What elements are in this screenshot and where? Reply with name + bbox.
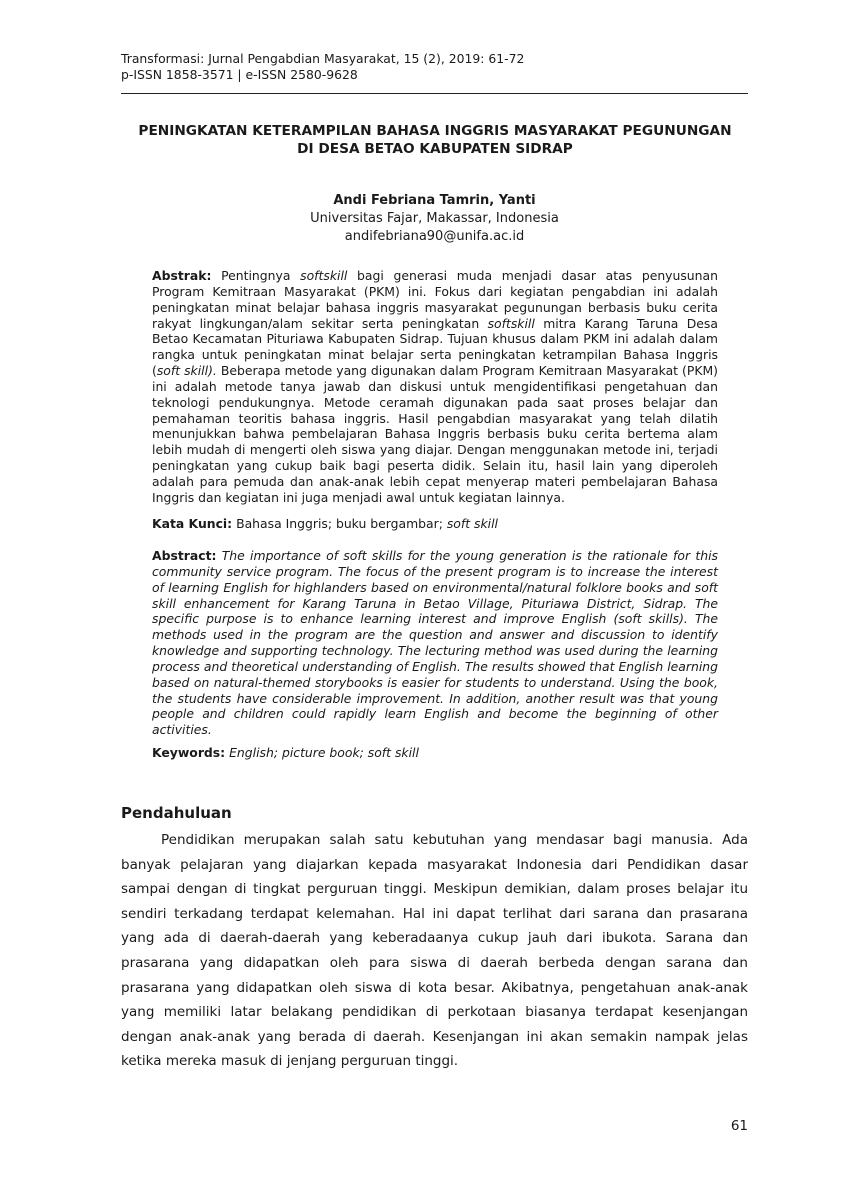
- header-divider: [121, 93, 748, 94]
- kata-kunci: [152, 516, 718, 532]
- paper-title: [100, 122, 770, 158]
- keywords-label: Keywords:: [152, 745, 226, 760]
- abstrak-text-4: Beberapa metode yang digunakan dalam Program Kemitraan Masyarakat (PKM) ini adalah metode tanya jawab dan diskusi untuk mengidentifikasi pengetahuan dan teknologi pendukungnya. Metode ceramah digunakan pada saat proses belajar dan pemahaman teoritis bahasa inggris. Hasil pengabdian masyarakat yang telah dilatih menunjukkan bahwa pembelajaran Bahasa Inggris berbasis buku cerita bertema alam lebih mudah di mengerti oleh siswa yang diajar. Dengan menggunakan metode ini, terjadi peningkatan yang cukup baik bagi peserta didik. Selain itu, hasil lain yang diperoleh adalah para pemuda dan anak-anak lebih cepat menyerap materi pembelajaran Bahasa Inggris dan kegiatan ini juga menjadi awal untuk kegiatan lainnya.: [152, 363, 718, 505]
- abstrak-term-2: softskill: [487, 315, 535, 331]
- kata-kunci-value-italic: soft skill: [446, 516, 498, 531]
- page-number: 61: [730, 1118, 748, 1134]
- running-header: [121, 51, 748, 83]
- author-affiliation: Universitas Fajar, Makassar, Indonesia: [310, 211, 559, 226]
- abstrak-text-1: Pentingnya: [221, 268, 291, 283]
- author-email: andifebriana90@unifa.ac.id: [344, 229, 525, 244]
- keywords: [152, 745, 718, 761]
- author-names: Andi Febriana Tamrin, Yanti: [333, 193, 536, 208]
- journal-citation: Transformasi: Jurnal Pengabdian Masyarakat, 15 (2), 2019: 61-72: [121, 51, 525, 66]
- abstrak-label: Abstrak:: [152, 268, 212, 283]
- intro-paragraph: Pendidikan merupakan salah satu kebutuhan yang mendasar bagi manusia. Ada banyak pelajaran yang diajarkan kepada masyarakat Indonesia dari Pendidikan dasar sampai dengan di tingkat perguruan tinggi. Meskipun demikian, dalam proses belajar itu sendiri terkadang terdapat kelemahan. Hal ini dapat terlihat dari sarana dan prasarana yang ada di daerah-daerah yang keberadaanya cukup jauh dari ibukota. Sarana dan prasarana yang didapatkan oleh para siswa di daerah berbeda dengan sarana dan prasarana yang didapatkan oleh siswa di kota besar. Akibatnya, pengetahuan anak-anak yang memiliki latar belakang pendidikan di perkotaan biasanya terdapat kesenjangan dengan anak-anak yang berada di daerah. Kesenjangan ini akan semakin nampak jelas ketika mereka masuk di jenjang perguruan tinggi.: [121, 832, 748, 1070]
- abstrak-term-1: softskill: [300, 268, 348, 283]
- abstract-text: The importance of soft skills for the young generation is the rationale for this community service program. The focus of the present program is to increase the interest of learning English for highlanders based on environmental/natural folklore books and soft skill enhancement for Karang Taruna in Betao Village, Pituriawa District, Sidrap. The specific purpose is to enhance learning interest and improve English (soft skills). The methods used in the program are the question and answer and discussion to identify knowledge and supporting technology. The lecturing method was used during the learning process and theoretical understanding of English. The results showed that English learning based on natural-themed storybooks is easier for students to understand. Using the book, the students have considerable improvement. In addition, another result was that young people and children could rapidly learn English and become the beginning of other activities.: [152, 548, 718, 738]
- author-block: [121, 192, 748, 246]
- abstrak-term-3: soft skill).: [156, 363, 217, 379]
- abstrak-text-3: mitra Karang Taruna Desa Betao Kecamatan Pituriawa Kabupaten Sidrap. Tujuan khusus dalam PKM ini adalah dalam rangka untuk peningkatan minat belajar serta peningkatan ketrampilan Bahasa Inggris (: [152, 315, 718, 379]
- abstrak-text-2: bagi generasi muda menjadi dasar atas penyusunan Program Kemitraan Masyarakat (PKM) ini. Fokus dari kegiatan pengabdian ini adalah peningkatan minat belajar bahasa inggris masyarakat pegunungan berbasis buku cerita rakyat lingkungan/alam sekitar serta peningkatan: [152, 268, 718, 331]
- kata-kunci-label: Kata Kunci:: [152, 516, 233, 531]
- kata-kunci-value: Bahasa Inggris; buku bergambar;: [236, 516, 443, 531]
- abstract-english: [152, 548, 718, 738]
- issn-line: p-ISSN 1858-3571 | e-ISSN 2580-9628: [121, 67, 358, 82]
- title-line-1: PENINGKATAN KETERAMPILAN BAHASA INGGRIS MASYARAKAT PEGUNUNGAN: [138, 123, 732, 139]
- keywords-value: English; picture book; soft skill: [229, 745, 419, 760]
- section-heading: Pendahuluan: [121, 804, 232, 822]
- abstract-label: Abstract:: [152, 548, 217, 563]
- abstrak-indonesian: [152, 268, 718, 506]
- title-line-2: DI DESA BETAO KABUPATEN SIDRAP: [297, 141, 573, 157]
